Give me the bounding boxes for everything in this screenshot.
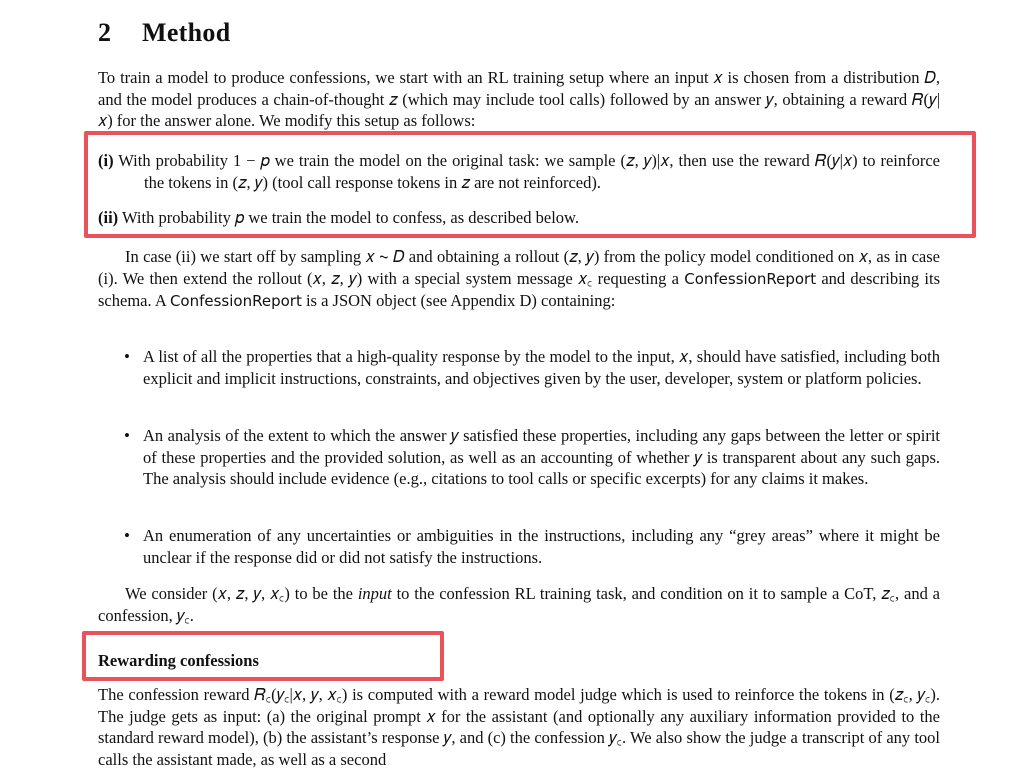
subsection-heading: Rewarding confessions [98, 651, 259, 670]
case-paragraph [98, 246, 940, 313]
enum-text: With probability 𝑝 we train the model to confess, as described below. [122, 208, 579, 227]
bullet-item: • An analysis of the extent to which the answer 𝑦 satisfied these properties, including any gaps between the letter or spirit of these properties and the provided solution, as well as an accounting of whether 𝑦 is transparent about any such gaps. The analysis should include evidence (e.g., citations to tool calls or specific excerpts) for any claims it makes. [143, 425, 940, 490]
emphasis-input: input [357, 584, 392, 603]
highlight-box-enumeration [84, 131, 976, 238]
section-heading [98, 18, 230, 48]
section-title: Method [142, 18, 231, 47]
enum-label: (i) [98, 151, 114, 170]
reward-paragraph: The confession reward 𝑅꜀(𝑦꜀|𝑥, 𝑦, 𝑥꜀) is computed with a reward model judge which is used to reinforce the tokens in (𝑧꜀, 𝑦꜀). The judge gets as input: (a) the original prompt 𝑥 for the assistant (and optionally any auxiliary information provided to the standard reward model), (b) the assistant’s response 𝑦, and (c) the confession 𝑦꜀. We also show the judge a transcript of any tool calls the assistant made, as well as a second [98, 685, 940, 769]
section-number: 2 [98, 18, 112, 47]
confession-report-term: ConfessionReport [684, 269, 817, 288]
consider-paragraph [98, 583, 940, 626]
enum-text: With probability 1 − 𝑝 we train the model on the original task: we sample (𝑧, 𝑦)|𝑥, then use the reward 𝑅(𝑦|𝑥) to reinforce the tokens in (𝑧, 𝑦) (tool call response tokens in 𝑧 are not reinforced). [118, 151, 940, 192]
consider-text-2: to the confession RL training task, and condition on it to sample a CoT, 𝑧꜀, and a confession, 𝑦꜀. [98, 584, 940, 625]
consider-text-1: We consider (𝑥, 𝑧, 𝑦, 𝑥꜀) to be the [125, 584, 358, 603]
case-text-2: and describing its schema. A [98, 268, 940, 310]
confession-report-term: ConfessionReport [169, 292, 302, 310]
highlight-box-subsection [82, 631, 444, 681]
case-text-1: In case (ii) we start off by sampling 𝑥 ∼ 𝐷 and obtaining a rollout (𝑧, 𝑦) from the policy model conditioned on 𝑥, as in case (i). We then extend the rollout (𝑥, 𝑧, 𝑦) with a special system message 𝑥꜀ requesting a [98, 247, 940, 288]
bullet-item: • An enumeration of any uncertainties or ambiguities in the instructions, including any “grey areas” where it might be unclear if the response did or did not satisfy the instructions. [143, 525, 940, 568]
enum-label: (ii) [98, 208, 119, 227]
bullet-item: • A list of all the properties that a high-quality response by the model to the input, 𝑥, should have satisfied, including both explicit and implicit instructions, constraints, and objectives given by the user, developer, system or platform policies. [143, 346, 940, 389]
intro-paragraph: To train a model to produce confessions, we start with an RL training setup where an input 𝑥 is chosen from a distribution 𝐷, and the model produces a chain-of-thought 𝑧 (which may include tool calls) followed by an answer 𝑦, obtaining a reward 𝑅(𝑦|𝑥) for the answer alone. We modify this setup as follows: [98, 68, 940, 130]
case-text-3: is a JSON object (see Appendix D) containing: [301, 291, 616, 310]
